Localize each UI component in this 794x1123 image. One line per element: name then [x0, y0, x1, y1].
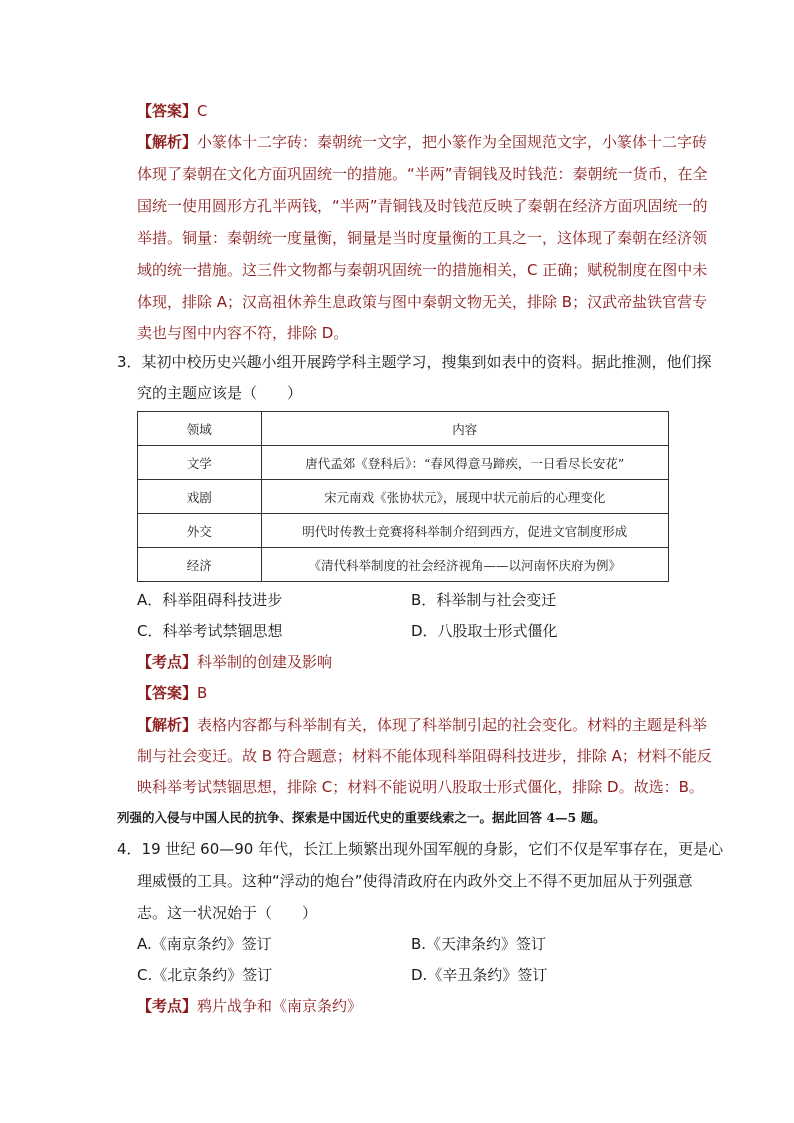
- q3-option-a: A．科举阻碍科技进步: [137, 591, 283, 609]
- point-value: 科举制的创建及影响: [197, 653, 333, 671]
- q4-point: [137, 996, 362, 1016]
- q4-stem-line-3: 志。这一状况始于（ ）: [137, 904, 318, 922]
- point-tag: 【考点】: [137, 653, 198, 671]
- table-row: [138, 548, 669, 582]
- q3-stem-line-2: 究的主题应该是（ ）: [137, 384, 303, 402]
- q4-option-b: B.《天津条约》签订: [411, 935, 547, 953]
- q3-analysis-line-3: 映科举考试禁锢思想，排除 C；材料不能说明八股取士形式僵化，排除 D。故选：B。: [137, 778, 704, 796]
- table-header-cell: 内容: [261, 412, 668, 446]
- q3-analysis-line-2: 制与社会变迁。故 B 符合题意；材料不能体现科举阻碍科技进步，排除 A；材料不能反: [137, 747, 712, 765]
- table-cell: 宋元南戏《张协状元》，展现中状元前后的心理变化: [261, 480, 668, 514]
- q4-stem-line-2: 理威慑的工具。这种“浮动的炮台”使得清政府在内政外交上不得不更加屈从于列强意: [137, 872, 693, 890]
- table-cell: 文学: [138, 446, 262, 480]
- answer-value: C: [197, 102, 208, 120]
- q3-option-c: C．科举考试禁锢思想: [137, 622, 283, 640]
- table-cell: 外交: [138, 514, 262, 548]
- analysis-tag: 【解析】: [137, 133, 198, 151]
- table-row: [138, 480, 669, 514]
- table-cell: 《清代科举制度的社会经济视角——以河南怀庆府为例》: [261, 548, 668, 582]
- q4-option-c: C.《北京条约》签订: [137, 966, 273, 984]
- analysis-text: 小篆体十二字砖：秦朝统一文字，把小篆作为全国规范文字，小篆体十二字砖: [197, 133, 708, 151]
- intro-questions-4-5: 列强的入侵与中国人民的抗争、探索是中国近代史的重要线索之一。据此回答 4—5 题。: [117, 810, 606, 825]
- answer-tag: 【答案】: [137, 684, 198, 702]
- q2-analysis-line-6: 体现，排除 A；汉高祖休养生息政策与图中秦朝文物无关，排除 B；汉武帝盐铁官营专: [137, 293, 708, 311]
- q3-point: [137, 652, 332, 672]
- q2-analysis-line-5: 域的统一措施。这三件文物都与秦朝巩固统一的措施相关，C 正确；赋税制度在图中未: [137, 261, 708, 279]
- table-header-cell: 领域: [138, 412, 262, 446]
- table-header-row: [138, 412, 669, 446]
- analysis-text: 表格内容都与科举制有关，体现了科举制引起的社会变化。材料的主题是科举: [197, 716, 708, 734]
- q3-stem-line-1: 3．某初中校历史兴趣小组开展跨学科主题学习，搜集到如表中的资料。据此推测，他们探: [117, 353, 712, 371]
- q2-answer: [137, 101, 208, 121]
- q2-analysis-line-1: [137, 132, 707, 152]
- q3-answer: [137, 683, 207, 703]
- analysis-tag: 【解析】: [137, 716, 198, 734]
- answer-tag: 【答案】: [137, 102, 198, 120]
- q4-option-d: D.《辛丑条约》签订: [411, 966, 548, 984]
- q3-option-d: D．八股取士形式僵化: [411, 622, 558, 640]
- q2-analysis-line-4: 举措。铜量：秦朝统一度量衡，铜量是当时度量衡的工具之一，这体现了秦朝在经济领: [137, 229, 708, 247]
- q4-stem-line-1: 4．19 世纪 60—90 年代，长江上频繁出现外国军舰的身影，它们不仅是军事存在，更是心: [117, 840, 724, 858]
- q3-analysis-line-1: [137, 715, 707, 735]
- table-cell: 明代时传教士竞赛将科举制介绍到西方，促进文官制度形成: [261, 514, 668, 548]
- table-row: [138, 514, 669, 548]
- q4-option-a: A.《南京条约》签订: [137, 935, 272, 953]
- answer-value: B: [197, 684, 208, 702]
- table-cell: 经济: [138, 548, 262, 582]
- point-tag: 【考点】: [137, 997, 198, 1015]
- table-cell: 唐代孟郊《登科后》：“春风得意马蹄疾，一日看尽长安花”: [261, 446, 668, 480]
- table-row: [138, 446, 669, 480]
- table-cell: 戏剧: [138, 480, 262, 514]
- point-value: 鸦片战争和《南京条约》: [197, 997, 363, 1015]
- q2-analysis-line-2: 体现了秦朝在文化方面巩固统一的措施。“半两”青铜钱及时钱范：秦朝统一货币，在全: [137, 165, 708, 183]
- q3-material-table: [137, 411, 669, 582]
- q3-option-b: B．科举制与社会变迁: [411, 591, 557, 609]
- q2-analysis-line-7: 卖也与图中内容不符，排除 D。: [137, 324, 349, 342]
- q2-analysis-line-3: 国统一使用圆形方孔半两钱，“半两”青铜钱及时钱范反映了秦朝在经济方面巩固统一的: [137, 197, 708, 215]
